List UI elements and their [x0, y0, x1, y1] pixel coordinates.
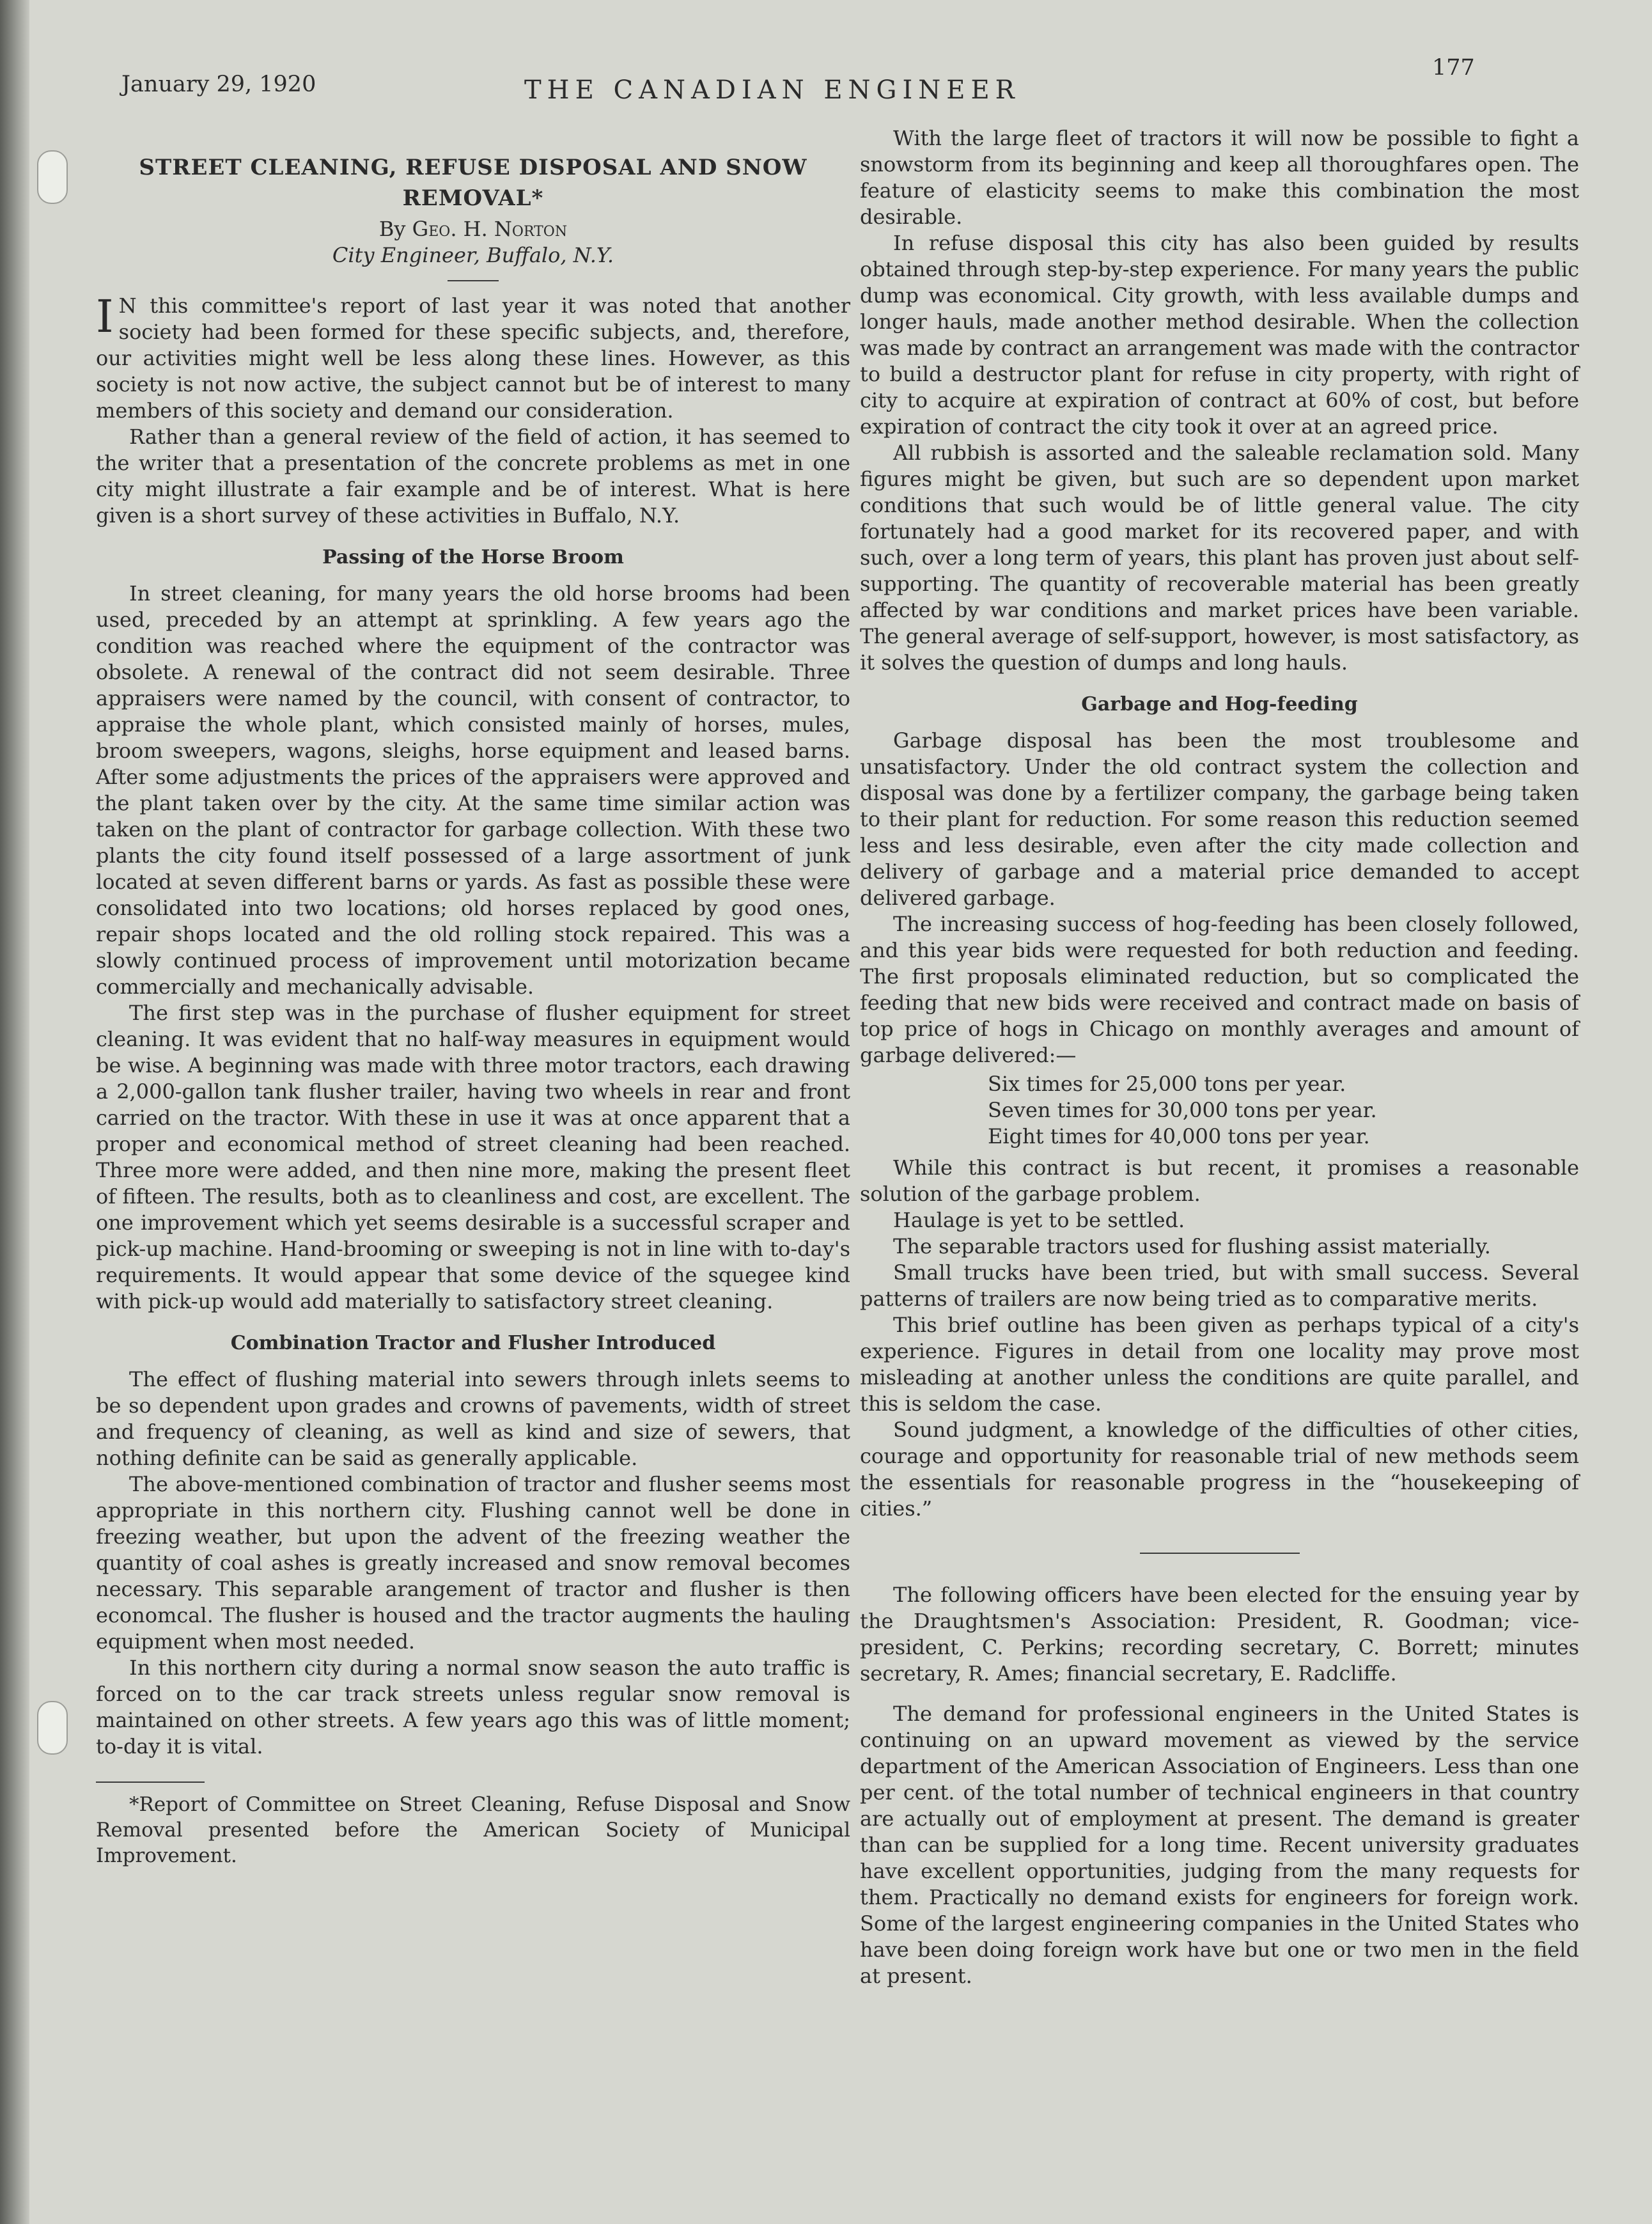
intro-paragraph-2: Rather than a general review of the field of action, it has seemed to the writer that a presentation of the concrete problems as met in one city might illustrate a fair example and be of interest. What is here given is a short survey of these activities in Buffalo, N.Y.: [96, 425, 850, 528]
intro-paragraph: [96, 290, 850, 424]
title-divider: [448, 280, 499, 281]
paragraph: All rubbish is assorted and the saleable reclamation sold. Many figures might be given, but such are so dependent upon market conditions that such would be of little general value. The city fortunately had a good market for its recovered paper, and with such, over a long term of years, this plant has proven just about self-supporting. The quantity of recoverable material has been greatly affected by war conditions and market prices have been variable. The general average of self-support, however, is most satisfactory, as it solves the question of dumps and long hauls.: [860, 441, 1579, 675]
paragraph: Sound judgment, a knowledge of the difficulties of other cities, courage and opportunity for reasonable trial of new methods seem the essentials for reasonable progress in the “housekeeping of cities.”: [860, 1418, 1579, 1521]
issue-date: January 29, 1920: [121, 72, 316, 97]
page-binding-shadow: [0, 0, 29, 2224]
list-item: Eight times for 40,000 tons per year.: [988, 1124, 1370, 1148]
article-end-divider: [1140, 1553, 1300, 1554]
paragraph: While this contract is but recent, it promises a reasonable solution of the garbage problem.: [860, 1155, 1579, 1206]
author-name: Geo. H. Norton: [412, 217, 568, 241]
section-heading-garbage: Garbage and Hog-feeding: [1081, 693, 1358, 716]
paragraph: This brief outline has been given as perhaps typical of a city's experience. Figures in detail from one locality may prove most misleading at another unless the conditions are quite parallel, and this is seldom the case.: [860, 1313, 1579, 1416]
page-number: 177: [1432, 55, 1475, 81]
price-list: [860, 1071, 1579, 1150]
paragraph: With the large fleet of tractors it will now be possible to fight a snowstorm from its beginning and keep all thoroughfares open. The feature of elasticity seems to make this combination the most desirable.: [860, 126, 1579, 229]
journal-masthead: THE CANADIAN ENGINEER: [524, 75, 1020, 105]
section-heading-tractor-flusher: Combination Tractor and Flusher Introduced: [230, 1332, 716, 1354]
list-item: Six times for 25,000 tons per year.: [988, 1072, 1346, 1096]
paragraph: The effect of flushing material into sewers through inlets seems to be so dependent upon grades and crowns of pavements, width of street and frequency of cleaning, as well as kind and size of sewers, that nothing definite can be said as generally applicable.: [96, 1367, 850, 1470]
paragraph: In street cleaning, for many years the old horse brooms had been used, preceded by an attempt at sprinkling. A few years ago the condition was reached where the equipment of the contractor was obsolete. A renewal of the contract did not seem desirable. Three appraisers were named by the council, with consent of contractor, to appraise the whole plant, which consisted mainly of horses, mules, broom sweepers, wagons, sleighs, horse equipment and leased barns. After some adjustments the prices of the appraisers were approved and the plant taken over by the city. At the same time similar action was taken on the plant of contractor for garbage collection. With these two plants the city found itself possessed of a large assortment of junk located at seven different barns or yards. As fast as possible these were consolidated into two locations; old horses replaced by good ones, repair shops located and the old rolling stock repaired. This was a slowly continued process of improvement until motorization became commercially and mechanically advisable.: [96, 581, 850, 999]
binder-hole-bottom: [37, 1701, 68, 1755]
paragraph: The first step was in the purchase of flusher equipment for street cleaning. It was evident that no half-way measures in equipment would be wise. A beginning was made with three motor tractors, each drawing a 2,000-gallon tank flusher trailer, having two wheels in rear and front carried on the tractor. With these in use it was at once apparent that a proper and economical method of street cleaning had been reached. Three more were added, and then nine more, making the present fleet of fifteen. The results, both as to cleanliness and cost, are excellent. The one improvement which yet seems desirable is a successful scraper and pick-up machine. Hand-brooming or sweeping is not in line with to-day's requirements. It would appear that some device of the squegee kind with pick-up would add materially to satisfactory street cleaning.: [96, 1001, 850, 1313]
paragraph: Garbage disposal has been the most troublesome and unsatisfactory. Under the old contract system the collection and disposal was done by a fertilizer company, the garbage being taken to their plant for reduction. For some reason this reduction seemed less and less desirable, even after the city made collection and delivery of garbage and a material price demanded to accept delivered garbage.: [860, 728, 1579, 910]
right-column: [860, 125, 1579, 1989]
notice-engineer-demand: The demand for professional engineers in the United States is continuing on an upward movement as viewed by the service department of the American Association of Engineers. Less than one per cent. of the total number of technical engineers in that country are actually out of employment at present. The demand is greater than can be supplied for a long time. Recent university graduates have excellent opportunities, judging from the many requests for them. Practically no demand exists for engineers for foreign work. Some of the largest engineering companies in the United States who have been doing foreign work have but one or two men in the field at present.: [860, 1702, 1579, 1988]
paragraph: The increasing success of hog-feeding has been closely followed, and this year bids were requested for both reduction and feeding. The first proposals eliminated reduction, but so complicated the feeding that new bids were received and contract made on basis of top price of hogs in Chicago on monthly averages and amount of garbage delivered:—: [860, 912, 1579, 1067]
footnote: *Report of Committee on Street Cleaning, Refuse Disposal and Snow Removal presented before the American Society of Municipal Improvement.: [96, 1793, 850, 1867]
paragraph: The separable tractors used for flushing assist materially.: [893, 1234, 1491, 1258]
paragraph: In refuse disposal this city has also been guided by results obtained through step-by-step experience. For many years the public dump was economical. City growth, with less available dumps and longer hauls, made another method desirable. When the collection was made by contract an arrangement was made with the contractor to build a destructor plant for refuse in city property, with right of city to acquire at expiration of contract at 60% of cost, but before expiration of contract the city took it over at an agreed price.: [860, 231, 1579, 439]
byline-prefix: By: [378, 217, 406, 241]
binder-hole-top: [37, 150, 68, 204]
notice-draughtsmen: The following officers have been elected for the ensuing year by the Draughtsmen's Association: President, R. Goodman; vice-president, C. Perkins; recording secretary, C. Borrett; minutes secretary, R. Ames; financial secretary, E. Radcliffe.: [860, 1583, 1579, 1686]
paragraph: The above-mentioned combination of tractor and flusher seems most appropriate in this northern city. Flushing cannot well be done in freezing weather, but upon the advent of the freezing weather the quantity of coal ashes is greatly increased and snow removal becomes necessary. This separable arangement of tractor and flusher is then economcal. The flusher is housed and the tractor augments the hauling equipment when most needed.: [96, 1472, 850, 1654]
list-item: Seven times for 30,000 tons per year.: [988, 1098, 1377, 1122]
byline: [96, 216, 850, 242]
paragraph: Haulage is yet to be settled.: [893, 1208, 1185, 1232]
footnote-divider: [96, 1782, 205, 1783]
article-title: STREET CLEANING, REFUSE DISPOSAL AND SNOW REMOVAL*: [139, 155, 807, 211]
left-column: [96, 152, 850, 1868]
paragraph: Small trucks have been tried, but with small success. Several patterns of trailers are now being tried as to comparative merits.: [860, 1260, 1579, 1311]
section-heading-horse-broom: Passing of the Horse Broom: [322, 546, 624, 568]
author-role: City Engineer, Buffalo, N.Y.: [332, 243, 614, 267]
drop-cap: I: [96, 290, 114, 343]
paragraph: In this northern city during a normal snow season the auto traffic is forced on to the car track streets unless regular snow removal is maintained on other streets. A few years ago this was of little moment; to-day it is vital.: [96, 1656, 850, 1758]
intro-text: N this committee's report of last year it was noted that another society had been formed for these specific subjects, and, therefore, our activities might well be less along these lines. However, as this society is not now active, the subject cannot but be of interest to many members of this society and demand our consideration.: [96, 294, 850, 423]
